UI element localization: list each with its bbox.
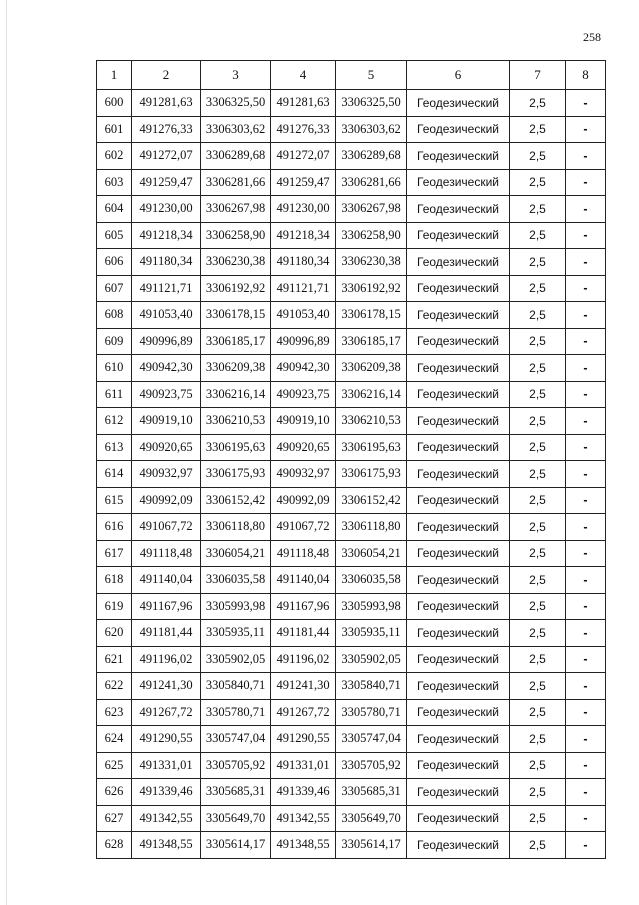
table-row <box>97 540 606 567</box>
table-cell-col-6: Геодезический <box>407 832 510 859</box>
table-cell-col-5: 3306216,14 <box>336 381 407 408</box>
table-cell-col-5: 3306210,53 <box>336 408 407 435</box>
table-cell-col-2: 491259,47 <box>132 169 201 196</box>
table-cell-col-6: Геодезический <box>407 408 510 435</box>
table-cell-col-8: - <box>566 567 606 594</box>
column-header-5: 5 <box>336 61 407 90</box>
table-cell-col-4: 490920,65 <box>271 434 336 461</box>
table-cell-col-7: 2,5 <box>510 726 566 753</box>
table-cell-col-4: 491181,44 <box>271 620 336 647</box>
table-cell-col-7: 2,5 <box>510 593 566 620</box>
table-cell-col-1: 617 <box>97 540 132 567</box>
column-header-3: 3 <box>201 61 271 90</box>
table-row <box>97 222 606 249</box>
table-cell-col-7: 2,5 <box>510 805 566 832</box>
column-header-1: 1 <box>97 61 132 90</box>
table-cell-col-2: 490932,97 <box>132 461 201 488</box>
table-cell-col-8: - <box>566 328 606 355</box>
table-cell-col-8: - <box>566 275 606 302</box>
table-cell-col-4: 491276,33 <box>271 116 336 143</box>
table-cell-col-6: Геодезический <box>407 275 510 302</box>
table-cell-col-6: Геодезический <box>407 779 510 806</box>
table-cell-col-3: 3305902,05 <box>201 646 271 673</box>
table-cell-col-7: 2,5 <box>510 302 566 329</box>
table-cell-col-4: 491241,30 <box>271 673 336 700</box>
table-row <box>97 805 606 832</box>
table-cell-col-8: - <box>566 143 606 170</box>
table-cell-col-3: 3305935,11 <box>201 620 271 647</box>
table-cell-col-2: 491118,48 <box>132 540 201 567</box>
table-cell-col-5: 3306195,63 <box>336 434 407 461</box>
table-cell-col-2: 490920,65 <box>132 434 201 461</box>
column-header-7: 7 <box>510 61 566 90</box>
table-cell-col-6: Геодезический <box>407 355 510 382</box>
table-cell-col-3: 3306152,42 <box>201 487 271 514</box>
table-cell-col-7: 2,5 <box>510 699 566 726</box>
table-cell-col-6: Геодезический <box>407 196 510 223</box>
table-cell-col-3: 3306178,15 <box>201 302 271 329</box>
table-cell-col-1: 627 <box>97 805 132 832</box>
table-cell-col-2: 491276,33 <box>132 116 201 143</box>
column-header-4: 4 <box>271 61 336 90</box>
table-cell-col-4: 491180,34 <box>271 249 336 276</box>
table-cell-col-8: - <box>566 169 606 196</box>
table-cell-col-5: 3305747,04 <box>336 726 407 753</box>
table-row <box>97 487 606 514</box>
table-row <box>97 302 606 329</box>
table-cell-col-2: 490992,09 <box>132 487 201 514</box>
table-cell-col-8: - <box>566 461 606 488</box>
table-row <box>97 699 606 726</box>
table-cell-col-3: 3306195,63 <box>201 434 271 461</box>
table-cell-col-4: 490942,30 <box>271 355 336 382</box>
table-cell-col-5: 3306325,50 <box>336 90 407 117</box>
table-cell-col-1: 623 <box>97 699 132 726</box>
table-cell-col-7: 2,5 <box>510 567 566 594</box>
table-cell-col-3: 3305649,70 <box>201 805 271 832</box>
table-cell-col-1: 612 <box>97 408 132 435</box>
table-cell-col-8: - <box>566 540 606 567</box>
table-row <box>97 673 606 700</box>
table-cell-col-5: 3305993,98 <box>336 593 407 620</box>
table-cell-col-4: 491121,71 <box>271 275 336 302</box>
column-header-8: 8 <box>566 61 606 90</box>
table-cell-col-7: 2,5 <box>510 461 566 488</box>
scan-edge-line <box>6 0 7 905</box>
table-cell-col-1: 618 <box>97 567 132 594</box>
table-cell-col-5: 3305614,17 <box>336 832 407 859</box>
table-cell-col-2: 491290,55 <box>132 726 201 753</box>
table-cell-col-1: 601 <box>97 116 132 143</box>
header-row <box>97 61 606 90</box>
table-row <box>97 567 606 594</box>
table-cell-col-2: 491181,44 <box>132 620 201 647</box>
table-cell-col-5: 3306209,38 <box>336 355 407 382</box>
table-row <box>97 116 606 143</box>
table-cell-col-8: - <box>566 249 606 276</box>
table-cell-col-1: 609 <box>97 328 132 355</box>
table-cell-col-4: 491348,55 <box>271 832 336 859</box>
table-cell-col-4: 491167,96 <box>271 593 336 620</box>
table-cell-col-4: 490923,75 <box>271 381 336 408</box>
table-cell-col-5: 3305840,71 <box>336 673 407 700</box>
table-row <box>97 143 606 170</box>
table-cell-col-8: - <box>566 646 606 673</box>
table-row <box>97 620 606 647</box>
table-cell-col-5: 3306289,68 <box>336 143 407 170</box>
table-cell-col-1: 611 <box>97 381 132 408</box>
table-cell-col-1: 626 <box>97 779 132 806</box>
table-cell-col-4: 491267,72 <box>271 699 336 726</box>
table-cell-col-1: 603 <box>97 169 132 196</box>
table-cell-col-4: 491290,55 <box>271 726 336 753</box>
table-cell-col-3: 3306267,98 <box>201 196 271 223</box>
table-cell-col-5: 3306267,98 <box>336 196 407 223</box>
table-cell-col-6: Геодезический <box>407 169 510 196</box>
table-cell-col-7: 2,5 <box>510 487 566 514</box>
table-cell-col-5: 3305935,11 <box>336 620 407 647</box>
table-cell-col-5: 3306230,38 <box>336 249 407 276</box>
table-cell-col-8: - <box>566 434 606 461</box>
table-row <box>97 646 606 673</box>
table-cell-col-5: 3306192,92 <box>336 275 407 302</box>
table-cell-col-1: 605 <box>97 222 132 249</box>
table-cell-col-8: - <box>566 752 606 779</box>
coordinates-table <box>96 60 606 859</box>
table-cell-col-6: Геодезический <box>407 302 510 329</box>
table-cell-col-6: Геодезический <box>407 116 510 143</box>
table-cell-col-1: 622 <box>97 673 132 700</box>
table-cell-col-5: 3306175,93 <box>336 461 407 488</box>
table-cell-col-4: 490932,97 <box>271 461 336 488</box>
table-cell-col-8: - <box>566 593 606 620</box>
table-cell-col-7: 2,5 <box>510 90 566 117</box>
table-cell-col-7: 2,5 <box>510 196 566 223</box>
table-cell-col-6: Геодезический <box>407 514 510 541</box>
table-cell-col-6: Геодезический <box>407 434 510 461</box>
table-cell-col-2: 491067,72 <box>132 514 201 541</box>
table-cell-col-1: 608 <box>97 302 132 329</box>
table-row <box>97 832 606 859</box>
table-cell-col-7: 2,5 <box>510 408 566 435</box>
table-cell-col-7: 2,5 <box>510 381 566 408</box>
table-cell-col-5: 3306185,17 <box>336 328 407 355</box>
table-cell-col-3: 3306175,93 <box>201 461 271 488</box>
table-cell-col-2: 491348,55 <box>132 832 201 859</box>
table-cell-col-8: - <box>566 832 606 859</box>
table-cell-col-5: 3306054,21 <box>336 540 407 567</box>
table-cell-col-3: 3305685,31 <box>201 779 271 806</box>
table-cell-col-3: 3305705,92 <box>201 752 271 779</box>
table-row <box>97 434 606 461</box>
table-cell-col-8: - <box>566 302 606 329</box>
table-row <box>97 461 606 488</box>
table-cell-col-2: 491281,63 <box>132 90 201 117</box>
table-cell-col-4: 491272,07 <box>271 143 336 170</box>
table-row <box>97 275 606 302</box>
table-cell-col-7: 2,5 <box>510 752 566 779</box>
table-cell-col-3: 3306209,38 <box>201 355 271 382</box>
table-row <box>97 169 606 196</box>
table-cell-col-3: 3305747,04 <box>201 726 271 753</box>
table-cell-col-5: 3305705,92 <box>336 752 407 779</box>
table-cell-col-7: 2,5 <box>510 143 566 170</box>
table-cell-col-5: 3306178,15 <box>336 302 407 329</box>
table-cell-col-6: Геодезический <box>407 567 510 594</box>
table-cell-col-1: 613 <box>97 434 132 461</box>
table-header <box>97 61 606 90</box>
table-cell-col-1: 616 <box>97 514 132 541</box>
table-cell-col-7: 2,5 <box>510 673 566 700</box>
table-cell-col-6: Геодезический <box>407 752 510 779</box>
column-header-2: 2 <box>132 61 201 90</box>
table-cell-col-3: 3306281,66 <box>201 169 271 196</box>
table-cell-col-1: 600 <box>97 90 132 117</box>
table-cell-col-2: 490923,75 <box>132 381 201 408</box>
table-cell-col-6: Геодезический <box>407 620 510 647</box>
table-cell-col-7: 2,5 <box>510 355 566 382</box>
table-cell-col-4: 491053,40 <box>271 302 336 329</box>
table-cell-col-2: 491167,96 <box>132 593 201 620</box>
table-cell-col-2: 491272,07 <box>132 143 201 170</box>
table-cell-col-1: 614 <box>97 461 132 488</box>
table-cell-col-5: 3306281,66 <box>336 169 407 196</box>
table-cell-col-2: 490942,30 <box>132 355 201 382</box>
table-cell-col-1: 625 <box>97 752 132 779</box>
page-number: 258 <box>583 30 601 44</box>
table-cell-col-3: 3305993,98 <box>201 593 271 620</box>
table-cell-col-7: 2,5 <box>510 116 566 143</box>
table-cell-col-3: 3306118,80 <box>201 514 271 541</box>
table-cell-col-8: - <box>566 116 606 143</box>
table-cell-col-4: 491140,04 <box>271 567 336 594</box>
table-cell-col-4: 491342,55 <box>271 805 336 832</box>
table-cell-col-2: 491241,30 <box>132 673 201 700</box>
table-cell-col-5: 3305902,05 <box>336 646 407 673</box>
table-cell-col-2: 491230,00 <box>132 196 201 223</box>
table-cell-col-4: 491067,72 <box>271 514 336 541</box>
table-cell-col-2: 491267,72 <box>132 699 201 726</box>
table-cell-col-7: 2,5 <box>510 832 566 859</box>
table-cell-col-3: 3306303,62 <box>201 116 271 143</box>
table-cell-col-6: Геодезический <box>407 461 510 488</box>
table-cell-col-3: 3306258,90 <box>201 222 271 249</box>
table-row <box>97 196 606 223</box>
table-cell-col-7: 2,5 <box>510 249 566 276</box>
table-cell-col-4: 491339,46 <box>271 779 336 806</box>
table-cell-col-8: - <box>566 779 606 806</box>
table-cell-col-8: - <box>566 673 606 700</box>
table-cell-col-2: 491339,46 <box>132 779 201 806</box>
table-cell-col-1: 619 <box>97 593 132 620</box>
table-cell-col-4: 491281,63 <box>271 90 336 117</box>
table-cell-col-4: 491118,48 <box>271 540 336 567</box>
table-cell-col-8: - <box>566 90 606 117</box>
table-cell-col-7: 2,5 <box>510 620 566 647</box>
table-row <box>97 249 606 276</box>
table-cell-col-5: 3306303,62 <box>336 116 407 143</box>
table-cell-col-5: 3305780,71 <box>336 699 407 726</box>
table-cell-col-4: 490996,89 <box>271 328 336 355</box>
table-row <box>97 355 606 382</box>
table-cell-col-6: Геодезический <box>407 673 510 700</box>
table-cell-col-7: 2,5 <box>510 169 566 196</box>
table-cell-col-6: Геодезический <box>407 540 510 567</box>
table-cell-col-7: 2,5 <box>510 540 566 567</box>
table-row <box>97 726 606 753</box>
table-cell-col-5: 3305649,70 <box>336 805 407 832</box>
table-cell-col-3: 3306035,58 <box>201 567 271 594</box>
table-cell-col-4: 491196,02 <box>271 646 336 673</box>
table-cell-col-3: 3306216,14 <box>201 381 271 408</box>
table-cell-col-2: 491140,04 <box>132 567 201 594</box>
table-row <box>97 593 606 620</box>
table-cell-col-1: 604 <box>97 196 132 223</box>
table-cell-col-1: 621 <box>97 646 132 673</box>
table-cell-col-4: 491259,47 <box>271 169 336 196</box>
table-cell-col-1: 628 <box>97 832 132 859</box>
table-cell-col-3: 3306054,21 <box>201 540 271 567</box>
table-cell-col-8: - <box>566 222 606 249</box>
table-cell-col-8: - <box>566 620 606 647</box>
table-cell-col-7: 2,5 <box>510 222 566 249</box>
table-cell-col-4: 491230,00 <box>271 196 336 223</box>
table-cell-col-8: - <box>566 805 606 832</box>
table-cell-col-7: 2,5 <box>510 646 566 673</box>
column-header-6: 6 <box>407 61 510 90</box>
table-cell-col-2: 491196,02 <box>132 646 201 673</box>
table-cell-col-6: Геодезический <box>407 249 510 276</box>
table-cell-col-8: - <box>566 487 606 514</box>
table-cell-col-2: 491342,55 <box>132 805 201 832</box>
table-cell-col-5: 3306118,80 <box>336 514 407 541</box>
table-cell-col-3: 3306185,17 <box>201 328 271 355</box>
table-cell-col-6: Геодезический <box>407 143 510 170</box>
table-cell-col-4: 490992,09 <box>271 487 336 514</box>
table-cell-col-2: 491218,34 <box>132 222 201 249</box>
table-row <box>97 752 606 779</box>
table-cell-col-6: Геодезический <box>407 646 510 673</box>
table-row <box>97 779 606 806</box>
table-cell-col-6: Геодезический <box>407 381 510 408</box>
table-cell-col-3: 3306192,92 <box>201 275 271 302</box>
table-cell-col-3: 3306289,68 <box>201 143 271 170</box>
table-cell-col-2: 491331,01 <box>132 752 201 779</box>
table-cell-col-4: 491218,34 <box>271 222 336 249</box>
table-cell-col-1: 624 <box>97 726 132 753</box>
table-cell-col-1: 615 <box>97 487 132 514</box>
table-cell-col-8: - <box>566 408 606 435</box>
table-cell-col-1: 610 <box>97 355 132 382</box>
table-cell-col-5: 3305685,31 <box>336 779 407 806</box>
table-cell-col-3: 3305840,71 <box>201 673 271 700</box>
table-row <box>97 408 606 435</box>
table-cell-col-7: 2,5 <box>510 328 566 355</box>
table-cell-col-4: 490919,10 <box>271 408 336 435</box>
table-cell-col-2: 490996,89 <box>132 328 201 355</box>
table-cell-col-6: Геодезический <box>407 90 510 117</box>
table-row <box>97 90 606 117</box>
table-row <box>97 328 606 355</box>
table-cell-col-1: 602 <box>97 143 132 170</box>
table-cell-col-7: 2,5 <box>510 779 566 806</box>
table-cell-col-2: 491180,34 <box>132 249 201 276</box>
table-cell-col-2: 491053,40 <box>132 302 201 329</box>
table-body <box>97 90 606 859</box>
table-cell-col-7: 2,5 <box>510 434 566 461</box>
table-cell-col-6: Геодезический <box>407 699 510 726</box>
table-row <box>97 514 606 541</box>
table-cell-col-4: 491331,01 <box>271 752 336 779</box>
table-cell-col-3: 3305780,71 <box>201 699 271 726</box>
table-cell-col-1: 607 <box>97 275 132 302</box>
table-cell-col-6: Геодезический <box>407 726 510 753</box>
table-cell-col-6: Геодезический <box>407 487 510 514</box>
table-cell-col-3: 3306210,53 <box>201 408 271 435</box>
table-cell-col-8: - <box>566 514 606 541</box>
table-cell-col-7: 2,5 <box>510 514 566 541</box>
table-row <box>97 381 606 408</box>
table-cell-col-2: 490919,10 <box>132 408 201 435</box>
table-cell-col-8: - <box>566 726 606 753</box>
table-cell-col-6: Геодезический <box>407 222 510 249</box>
table-cell-col-8: - <box>566 381 606 408</box>
table-cell-col-6: Геодезический <box>407 593 510 620</box>
table-cell-col-5: 3306258,90 <box>336 222 407 249</box>
table-cell-col-6: Геодезический <box>407 328 510 355</box>
table-cell-col-1: 620 <box>97 620 132 647</box>
table-cell-col-5: 3306152,42 <box>336 487 407 514</box>
table-cell-col-3: 3306325,50 <box>201 90 271 117</box>
table-cell-col-6: Геодезический <box>407 805 510 832</box>
table-cell-col-1: 606 <box>97 249 132 276</box>
table-cell-col-8: - <box>566 355 606 382</box>
table-cell-col-7: 2,5 <box>510 275 566 302</box>
table-cell-col-3: 3306230,38 <box>201 249 271 276</box>
table-cell-col-8: - <box>566 699 606 726</box>
table-cell-col-3: 3305614,17 <box>201 832 271 859</box>
table-cell-col-2: 491121,71 <box>132 275 201 302</box>
table-cell-col-8: - <box>566 196 606 223</box>
table-cell-col-5: 3306035,58 <box>336 567 407 594</box>
